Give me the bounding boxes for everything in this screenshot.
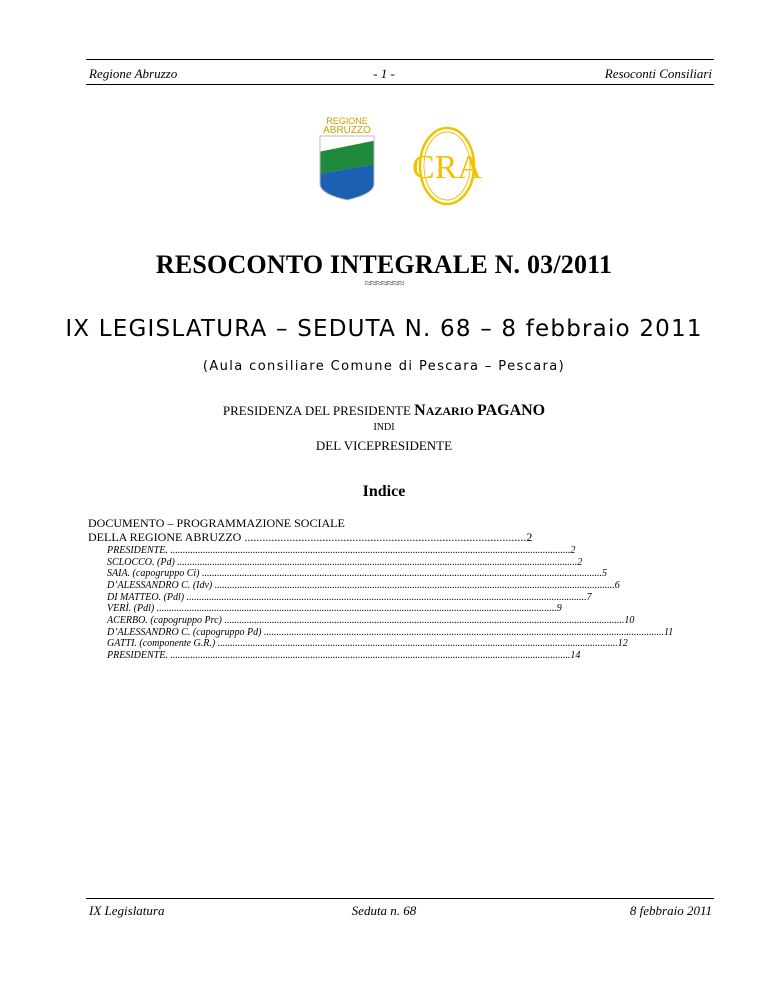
regione-abruzzo-logo <box>318 116 378 204</box>
toc-entry-label: DI MATTEO. (Pdl) <box>107 591 185 603</box>
toc-leader-dots: ................................................................................................................................................................ <box>212 580 615 592</box>
toc-leader-dots: ................................................................................................................................................................ <box>221 615 625 627</box>
toc-leader-dots: ................................................................................................................................................................ <box>184 591 587 603</box>
toc-entry[interactable] <box>107 556 583 569</box>
title-ornament: ≈≈≈≈≈≈≈ <box>364 276 404 290</box>
session-place: (Aula consiliare Comune di Pescara – Pescara) <box>202 359 566 374</box>
logo-text-abruzzo: ABRUZZO <box>323 125 371 136</box>
toc-entry-page: 9 <box>556 603 562 615</box>
toc-main-line2: DELLA REGIONE ABRUZZO <box>88 530 242 544</box>
toc-entry[interactable] <box>107 544 576 557</box>
toc-entry-page: 10 <box>624 615 635 627</box>
header-top-rule <box>86 59 714 60</box>
indi-label: INDI <box>373 422 395 433</box>
toc-entry-page: 7 <box>586 591 592 603</box>
toc-leader-dots: ................................................................................................................................................................ <box>261 626 664 638</box>
toc-entry[interactable] <box>107 615 635 627</box>
toc-entry[interactable] <box>107 626 674 639</box>
logo-text-regione: REGIONE <box>326 116 368 126</box>
legislatura-line: IX LEGISLATURA – SEDUTA N. 68 – 8 febbraio 2011 <box>65 316 703 342</box>
president-first-rest: AZARIO <box>425 404 474 418</box>
toc-leader-dots: ................................................................................................................................................................ <box>199 568 602 580</box>
toc-sub-list <box>107 544 674 662</box>
toc-entry-label: PRESIDENTE. <box>107 544 168 556</box>
toc-leader-dots: ................................................................................................................................................................ <box>154 603 557 615</box>
toc-entry-label: GATTI. (componente G.R.) <box>107 638 216 650</box>
president-last-name: PAGANO <box>476 402 546 419</box>
footer-center: Seduta n. 68 <box>351 903 417 918</box>
footer-left: IX Legislatura <box>89 903 165 918</box>
document-title: RESOCONTO INTEGRALE N. 03/2011 <box>155 250 613 279</box>
toc-entry-page: 5 <box>602 568 607 580</box>
toc-main-page: 2 <box>526 530 533 544</box>
toc-entry[interactable] <box>107 591 592 604</box>
toc-entry[interactable] <box>107 568 607 580</box>
toc-main-line1: DOCUMENTO – PROGRAMMAZIONE SOCIALE <box>88 516 345 530</box>
toc-entry[interactable] <box>107 580 620 592</box>
consiglio-emblem <box>412 128 482 204</box>
toc-entry-label: VERÌ. (Pdl) <box>107 603 155 615</box>
toc-leader-dots: .............................................................................................. <box>241 530 527 544</box>
toc-leader-dots: ................................................................................................................................................................ <box>167 650 571 662</box>
header-left: Regione Abruzzo <box>89 66 178 81</box>
presidenza-prefix: PRESIDENZA DEL PRESIDENTE <box>222 403 415 418</box>
toc-leader-dots: ................................................................................................................................................................ <box>215 638 618 650</box>
toc-entry-label: D’ALESSANDRO C. (Idv) <box>107 580 213 592</box>
toc-entry-page: 12 <box>617 638 628 650</box>
index-title: Indice <box>362 483 406 500</box>
footer-rule <box>86 898 714 899</box>
toc-entry[interactable] <box>107 603 562 615</box>
toc-leader-dots: ................................................................................................................................................................ <box>174 556 578 568</box>
toc-entry-page: 6 <box>614 580 620 592</box>
toc-entry-label: SAIA. (capogruppo Ci) <box>107 568 200 580</box>
logos-svg <box>0 112 768 212</box>
presidenza-line <box>0 402 768 420</box>
toc-entry-page: 11 <box>663 626 674 638</box>
toc-entry-page: 2 <box>570 544 576 556</box>
header-page-number: - 1 - <box>373 66 395 81</box>
header-right: Resoconti Consiliari <box>604 66 712 81</box>
toc-main-entry[interactable] <box>88 516 533 544</box>
toc-entry[interactable] <box>107 638 628 651</box>
footer-right: 8 febbraio 2011 <box>629 903 712 918</box>
toc-entry-label: SCLOCCO. (Pd) <box>107 556 175 568</box>
toc-entry-page: 2 <box>577 556 583 568</box>
toc-entry-page: 14 <box>570 650 581 662</box>
president-first-initial: N <box>414 402 426 419</box>
toc-entry-label: D’ALESSANDRO C. (capogruppo Pd) <box>107 626 262 638</box>
vicepresidente-line: DEL VICEPRESIDENTE <box>315 438 453 453</box>
logos <box>0 112 768 212</box>
header-bottom-rule <box>86 84 714 85</box>
emblem-letters: CRA <box>412 149 482 186</box>
toc-entry-label: PRESIDENTE. <box>107 650 168 662</box>
toc-entry-label: ACERBO. (capogruppo Prc) <box>107 615 222 627</box>
toc-entry[interactable] <box>107 650 581 662</box>
toc-leader-dots: ................................................................................................................................................................ <box>167 544 571 556</box>
